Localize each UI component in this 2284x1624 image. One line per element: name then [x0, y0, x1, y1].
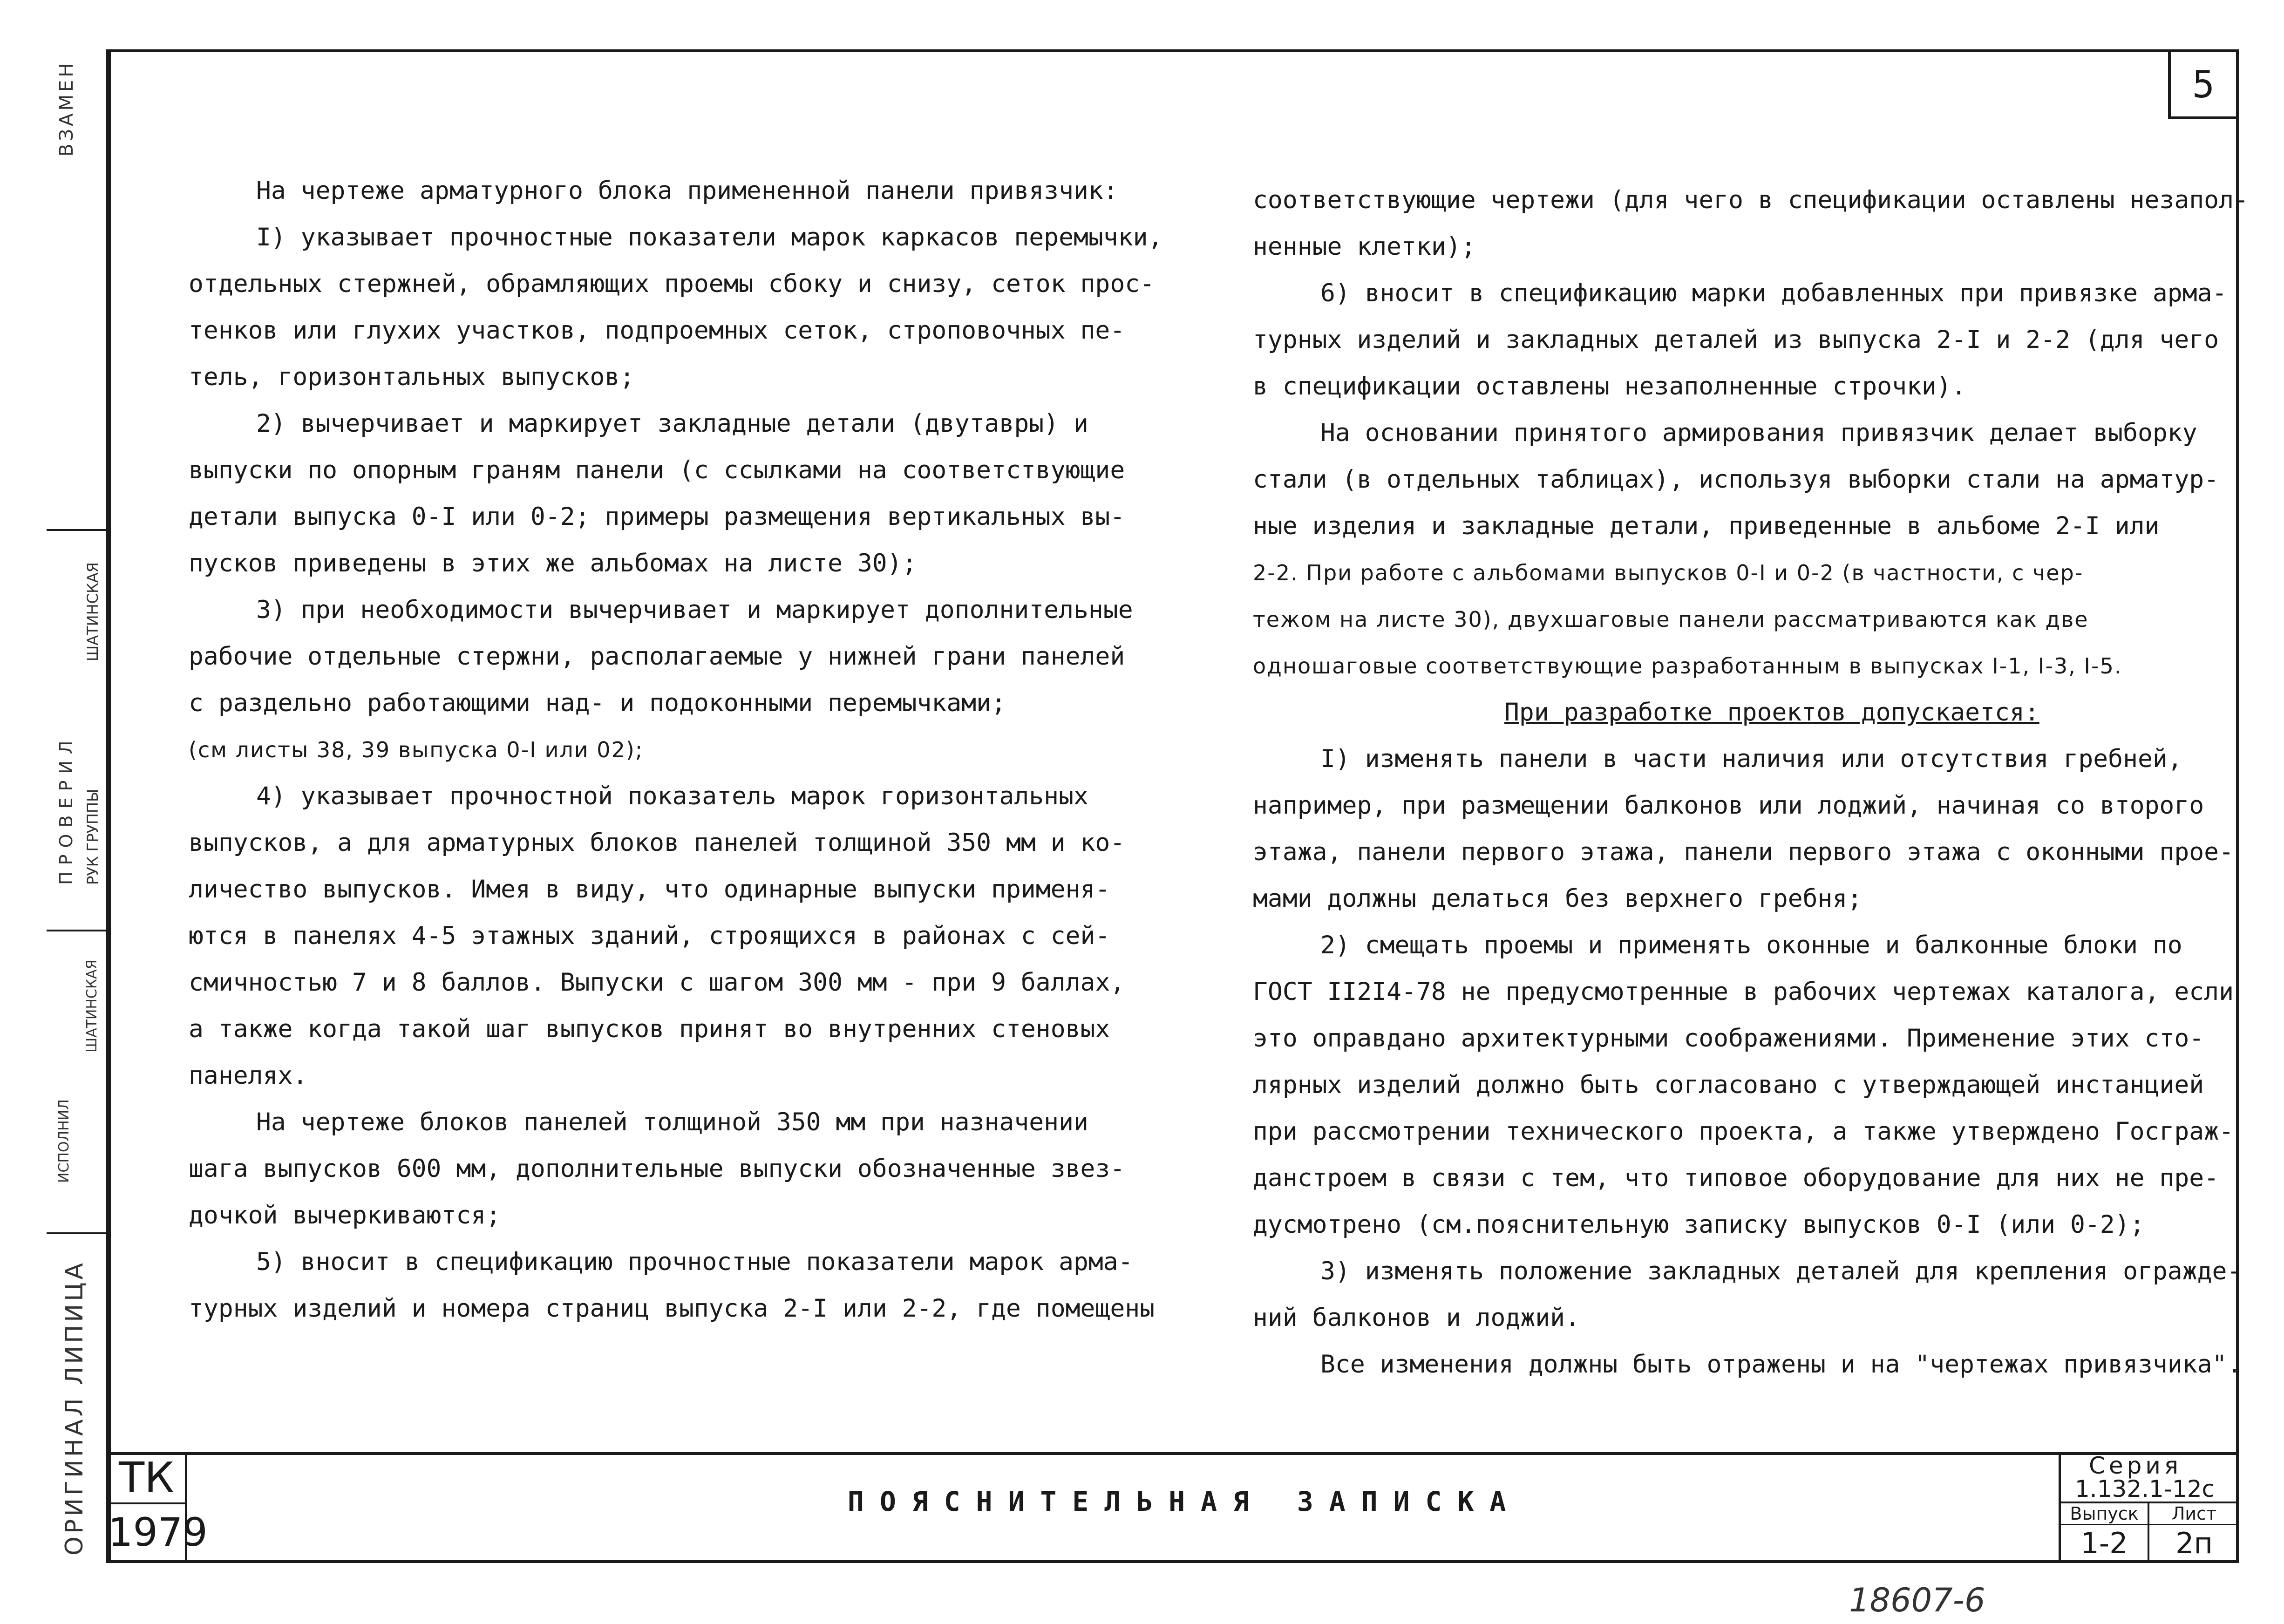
text-line: 2-2. При работе с альбомами выпусков 0-I и 0-2 (в частности, с чер-: [1253, 560, 2084, 585]
text-line: 2) вычерчивает и маркирует закладные детали (двутавры) и: [256, 409, 1088, 438]
sheet-label: Лист: [2149, 1503, 2239, 1525]
series-code: 1.132.1-12с: [2075, 1475, 2215, 1502]
text-line: ются в панелях 4-5 этажных зданий, строящихся в районах с сей-: [189, 922, 1110, 950]
margin-label-group-head: РУК ГРУППЫ: [84, 788, 102, 885]
text-line: дочкой вычеркиваются;: [189, 1201, 501, 1230]
margin-cell-executor: [47, 930, 108, 1190]
text-line: 2) смещать проемы и применять оконные и балконные блоки по: [1320, 931, 2182, 959]
text-line: ные изделия и закладные детали, приведенные в альбоме 2-I или: [1253, 512, 2160, 540]
text-line: с раздельно работающими над- и подоконными перемычками;: [189, 689, 1006, 717]
text-line: При разработке проектов допускается:: [1504, 698, 2039, 727]
text-line: На чертеже арматурного блока примененной панели привязчик:: [256, 177, 1118, 205]
text-line: пусков приведены в этих же альбомах на листе 30);: [189, 549, 917, 578]
right-text-column: [1253, 177, 2249, 1388]
text-line: отдельных стержней, обрамляющих проемы сбоку и снизу, сеток прос-: [189, 270, 1155, 298]
text-line: На чертеже блоков панелей толщиной 350 мм при назначении: [256, 1108, 1088, 1136]
text-line: 3) изменять положение закладных деталей для крепления огражде-: [1320, 1257, 2242, 1285]
text-line: тенков или глухих участков, подпроемных сеток, строповочных пе-: [189, 316, 1125, 345]
sheet-value: 2п: [2175, 1526, 2213, 1560]
text-line: детали выпуска 0-I или 0-2; примеры размещения вертикальных вы-: [189, 503, 1125, 531]
org-code: ТК: [108, 1452, 185, 1504]
text-line: личество выпусков. Имея в виду, что одинарные выпуски применя-: [189, 875, 1110, 904]
margin-cell-checked: [47, 529, 108, 930]
text-line: при рассмотрении технического проекта, а также утверждено Госграж-: [1253, 1117, 2234, 1146]
issue-value: 1-2: [2080, 1526, 2128, 1560]
margin-label-executor: ИСПОЛНИЛ: [56, 1099, 72, 1183]
text-line: например, при размещении балконов или лоджий, начиная со второго: [1253, 791, 2204, 820]
text-line: стали (в отдельных таблицах), используя выборки стали на арматур-: [1253, 465, 2219, 494]
text-line: а также когда такой шаг выпусков принят во внутренних стеновых: [189, 1015, 1110, 1043]
text-line: тежом на листе 30), двухшаговые панели рассматриваются как две: [1253, 607, 2089, 632]
margin-label-checked: ПРОВЕРИЛ: [56, 734, 76, 885]
margin-label-author-table: ОРИГИНАЛ ЛИПИЦА: [61, 1260, 88, 1556]
text-line: (см листы 38, 39 выпуска 0-I или 02);: [189, 737, 644, 762]
text-line: Все изменения должны быть отражены и на "чертежах привязчика".: [1320, 1350, 2242, 1379]
document-title: ПОЯСНИТЕЛЬНАЯ ЗАПИСКА: [848, 1486, 1522, 1517]
text-line: 3) при необходимости вычерчивает и маркирует дополнительные: [256, 596, 1133, 624]
text-line: этажа, панели первого этажа, панели первого этажа с оконными прое-: [1253, 838, 2234, 866]
sheet-number: 5: [2168, 49, 2239, 119]
series-box: [2059, 1452, 2239, 1563]
text-line: ненные клетки);: [1253, 232, 1476, 261]
text-line: 4) указывает прочностной показатель марок горизонтальных: [256, 782, 1088, 810]
text-line: ний балконов и лоджий.: [1253, 1304, 1580, 1332]
margin-label-name1: ШАТИНСКАЯ: [84, 562, 102, 661]
issue-sheet-row: [2061, 1502, 2239, 1560]
text-line: панелях.: [189, 1061, 308, 1090]
text-line: соответствующие чертежи (для чего в спецификации оставлены незапол-: [1253, 186, 2249, 214]
org-year: 1979: [108, 1509, 208, 1555]
text-line: шага выпусков 600 мм, дополнительные выпуски обозначенные звез-: [189, 1155, 1125, 1183]
text-line: I) указывает прочностные показатели марок каркасов перемычки,: [256, 223, 1163, 251]
text-line: данстроем в связи с тем, что типовое оборудование для них не пре-: [1253, 1164, 2219, 1192]
text-line: 5) вносит в спецификацию прочностные показатели марок арма-: [256, 1248, 1133, 1276]
sheet-cell: [2149, 1503, 2239, 1562]
margin-cell-author: [47, 1232, 108, 1563]
text-line: турных изделий и закладных деталей из выпуска 2-I и 2-2 (для чего: [1253, 326, 2219, 354]
text-line: дусмотрено (см.пояснительную записку выпусков 0-I (или 0-2);: [1253, 1210, 2145, 1239]
text-line: тель, горизонтальных выпусков;: [189, 363, 635, 391]
issue-label: Выпуск: [2061, 1503, 2148, 1525]
text-line: выпуски по опорным граням панели (с ссылками на соответствующие: [189, 456, 1125, 484]
left-margin-strip: [47, 49, 108, 1563]
text-line: мами должны делаться без верхнего гребня;: [1253, 884, 1863, 913]
text-line: турных изделий и номера страниц выпуска 2-I или 2-2, где помещены: [189, 1294, 1155, 1323]
text-line: ГОСТ II2I4-78 не предусмотренные в рабочих чертежах каталога, если: [1253, 978, 2234, 1006]
text-line: смичностью 7 и 8 баллов. Выпуски с шагом 300 мм - при 9 баллах,: [189, 968, 1125, 997]
text-line: это оправдано архитектурными соображениями. Применение этих сто-: [1253, 1024, 2204, 1053]
text-line: одношаговые соответствующие разработанным в выпусках I-1, I-3, I-5.: [1253, 653, 2122, 679]
margin-label-name2: ШАТИНСКАЯ: [84, 959, 100, 1053]
issue-cell: [2061, 1503, 2149, 1562]
left-text-column: [189, 168, 1163, 1332]
margin-cell-replaces: [47, 49, 108, 170]
text-line: 6) вносит в спецификацию марки добавленных при привязке арма-: [1320, 279, 2227, 307]
margin-label-replaces: ВЗАМЕН: [56, 60, 77, 156]
archive-stamp-number: 18607-6: [1849, 1581, 1985, 1619]
text-line: лярных изделий должно быть согласовано с утверждающей инстанцией: [1253, 1071, 2204, 1099]
text-line: выпусков, а для арматурных блоков панелей толщиной 350 мм и ко-: [189, 829, 1125, 857]
text-line: I) изменять панели в части наличия или отсутствия гребней,: [1320, 745, 2182, 773]
text-line: рабочие отдельные стержни, располагаемые у нижней грани панелей: [189, 642, 1125, 671]
text-line: На основании принятого армирования привязчик делает выборку: [1320, 419, 2197, 447]
series-label: Серия: [2089, 1452, 2182, 1479]
text-line: в спецификации оставлены незаполненные строчки).: [1253, 372, 1966, 401]
org-box: [108, 1452, 208, 1563]
